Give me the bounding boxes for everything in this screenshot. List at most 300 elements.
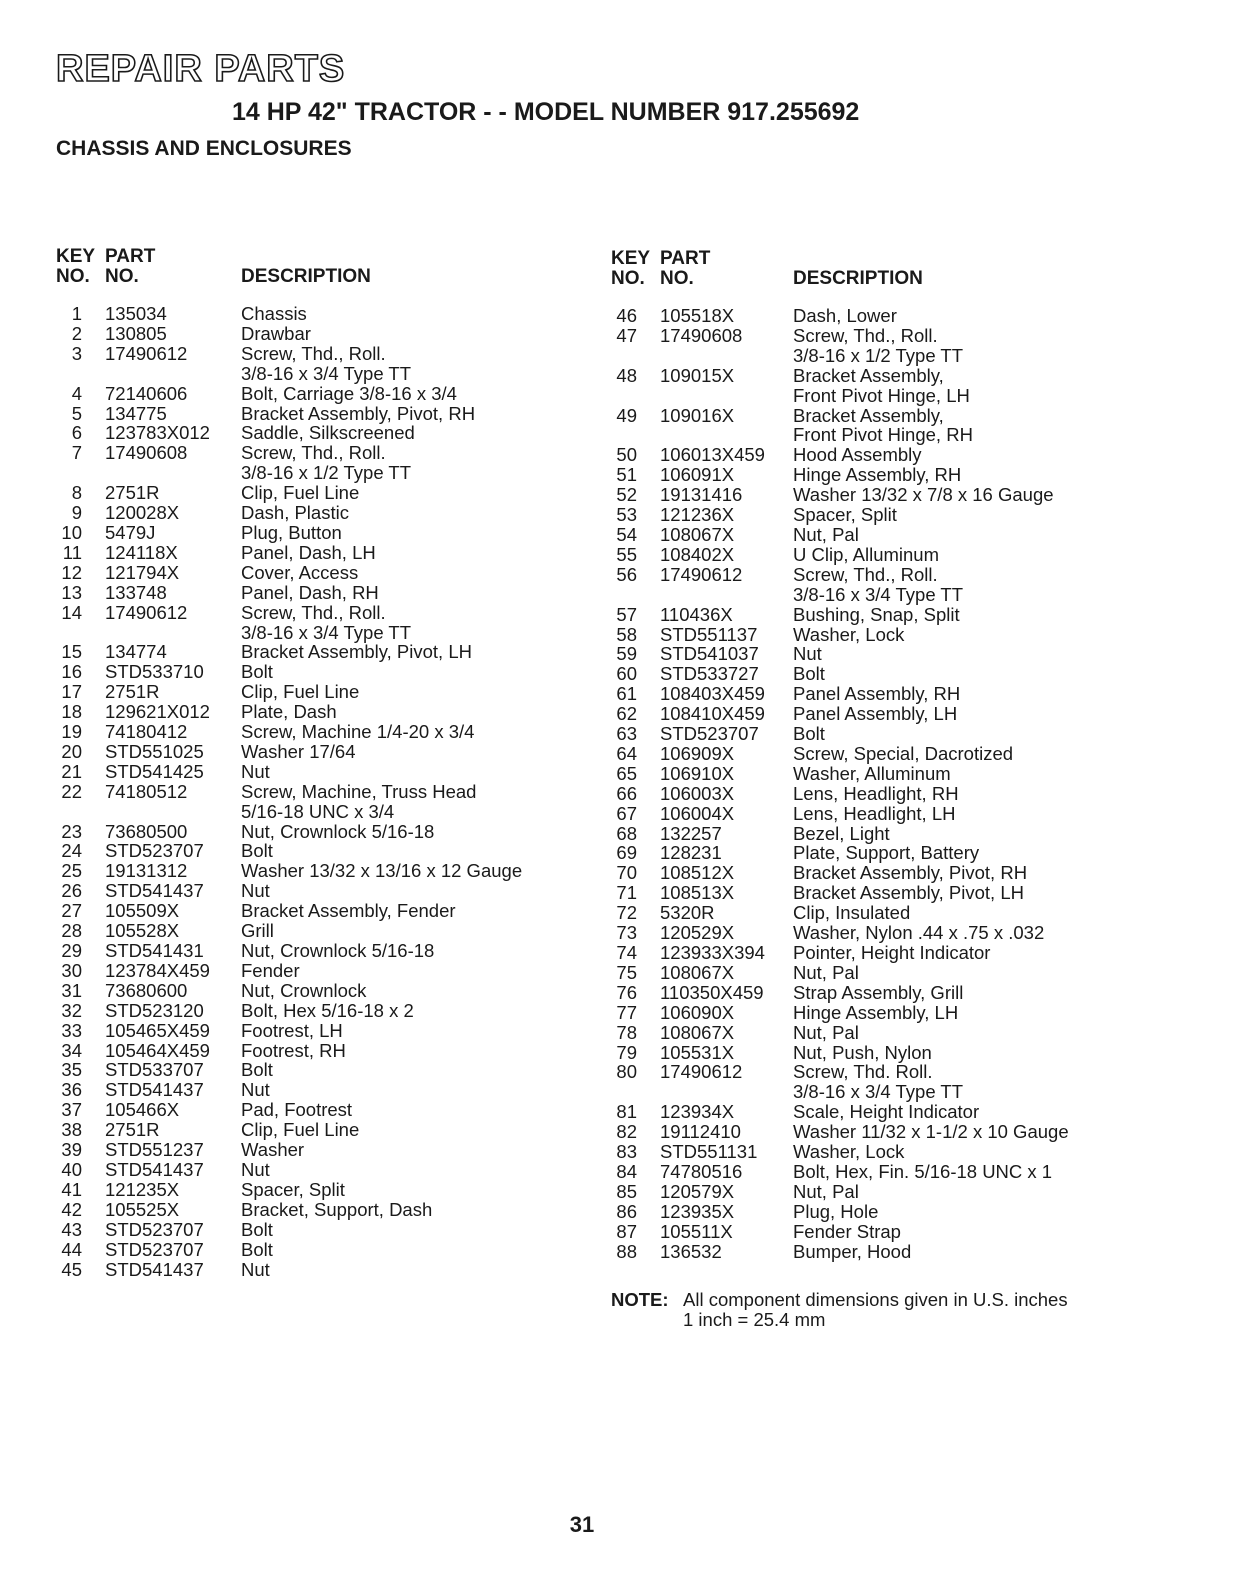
part-number: 123783X012 [105,422,210,444]
part-number: 136532 [660,1240,722,1262]
part-number: STD523707 [105,840,204,862]
key-number: 55 [616,543,637,565]
key-number: 48 [616,364,637,386]
part-number: 123935X [660,1200,735,1222]
part-number: 17490612 [660,563,743,585]
parts-row [56,1060,522,1080]
part-number: 72140606 [105,382,188,404]
part-number: 121236X [660,504,735,526]
parts-row [611,903,1069,923]
key-number: 16 [61,661,82,683]
part-number: 109015X [660,364,735,386]
key-number: 33 [61,1019,82,1041]
parts-row [611,963,1069,983]
key-number: 69 [616,842,637,864]
part-number: 134774 [105,641,167,663]
part-description: Nut [241,1158,270,1180]
part-number: 105464X459 [105,1039,210,1061]
key-number: 44 [61,1238,82,1260]
key-number: 38 [61,1119,82,1141]
parts-row [56,543,522,563]
part-description: Footrest, LH [241,1019,343,1041]
key-number: 79 [616,1041,637,1063]
parts-row [611,1142,1069,1162]
parts-row [611,1242,1069,1262]
part-description: Nut, Crownlock [241,979,367,1001]
part-number: 110350X459 [660,981,764,1003]
part-number: 74180512 [105,780,188,802]
part-number: STD541431 [105,940,204,961]
key-number: 46 [616,305,637,326]
key-number: 68 [616,822,637,844]
parts-row [611,724,1069,744]
part-description: 3/8-16 x 3/4 Type TT [241,362,412,384]
key-number: 41 [61,1178,82,1200]
part-number: STD523707 [660,723,759,745]
key-number: 30 [61,959,82,981]
parts-row [56,642,522,662]
part-number: 134775 [105,402,167,424]
parts-row [56,483,522,503]
key-number: 13 [61,581,82,603]
parts-row [611,1023,1069,1043]
key-number: 28 [61,920,82,942]
part-description: Washer, Nylon .44 x .75 x .032 [793,922,1045,944]
part-description: Bracket Assembly, Pivot, LH [241,641,472,663]
part-description: Bezel, Light [793,822,890,844]
part-number: 108410X459 [660,703,765,725]
part-number: 105466X [105,1099,180,1121]
page-number: 31 [569,1512,595,1537]
key-number: 53 [616,504,637,526]
part-number: 132257 [660,822,722,844]
parts-row [611,1003,1069,1023]
parts-row [611,863,1069,883]
part-number: 108513X [660,882,735,904]
key-number: 71 [616,882,637,904]
note-text-line2: 1 inch = 25.4 mm [683,1309,826,1330]
part-number: STD541437 [105,1158,204,1180]
parts-row [56,443,522,483]
part-description: Nut [241,1079,270,1101]
part-number: 17490612 [660,1061,743,1083]
part-number: 108512X [660,862,735,884]
part-number: 19112410 [660,1121,741,1143]
parts-row [56,1100,522,1120]
part-description: Nut, Crownlock 5/16-18 [241,820,435,842]
key-number: 6 [71,422,82,444]
part-description: Bolt, Hex, Fin. 5/16-18 UNC x 1 [793,1160,1053,1182]
part-description: Hinge Assembly, RH [793,464,962,486]
key-number: 60 [616,663,637,685]
part-no-header-line2: NO. [660,268,694,289]
part-description: Bolt, Carriage 3/8-16 x 3/4 [241,382,457,404]
key-number: 8 [71,482,82,504]
parts-row [56,1041,522,1061]
key-number: 80 [616,1061,637,1083]
parts-row [611,923,1069,943]
key-number: 66 [616,782,637,804]
parts-row [611,1102,1069,1122]
part-description: Plate, Support, Battery [793,842,980,864]
key-number: 83 [616,1141,637,1163]
parts-column-left [56,246,522,1279]
key-number: 77 [616,1001,637,1023]
part-description: Screw, Machine 1/4-20 x 3/4 [241,721,475,743]
parts-row [56,503,522,523]
part-number: 105465X459 [105,1019,210,1041]
part-description: Bracket, Support, Dash [241,1198,433,1220]
part-number: 105509X [105,900,180,922]
parts-row [56,603,522,643]
part-description: Drawbar [241,322,311,344]
column-header-right [611,248,1069,306]
part-description: Scale, Height Indicator [793,1101,980,1123]
key-number: 62 [616,703,637,725]
key-number: 34 [61,1039,82,1061]
part-number: 17490608 [105,442,188,464]
key-number: 12 [61,561,82,583]
parts-row [56,782,522,822]
key-number: 82 [616,1121,637,1143]
part-number: 109016X [660,404,735,426]
part-description: Spacer, Split [241,1178,345,1200]
key-number: 40 [61,1158,82,1180]
parts-row [56,1220,522,1240]
parts-row [611,605,1069,625]
parts-row [611,306,1069,326]
parts-row [56,1120,522,1140]
key-number: 59 [616,643,637,665]
key-number: 36 [61,1079,82,1101]
key-number: 31 [61,979,82,1001]
key-number: 88 [616,1240,637,1262]
part-number: STD523707 [105,1238,204,1260]
part-description: Fender [241,959,300,981]
part-number: 5320R [660,902,715,924]
note-text-line1: All component dimensions given in U.S. inches [683,1289,1068,1310]
part-number: 105528X [105,920,180,942]
part-number: 74180412 [105,721,188,743]
parts-row [611,445,1069,465]
part-description: Panel, Dash, RH [241,581,379,603]
part-number: 106909X [660,742,735,764]
part-description: Screw, Machine, Truss Head [241,780,477,802]
key-number: 86 [616,1200,637,1222]
parts-row [56,981,522,1001]
part-number: 106910X [660,762,735,784]
part-description: Nut [241,880,270,902]
key-number: 14 [61,601,82,623]
parts-row [611,406,1069,446]
part-number: 106090X [660,1001,735,1023]
key-number: 15 [61,641,82,663]
parts-row [56,583,522,603]
key-number: 43 [61,1218,82,1240]
part-description: Bracket Assembly, Pivot, LH [793,882,1024,904]
part-description: Washer 11/32 x 1-1/2 x 10 Gauge [793,1121,1069,1143]
key-number: 50 [616,444,637,466]
part-description: Footrest, RH [241,1039,346,1061]
key-number: 11 [62,541,82,563]
part-description: Hood Assembly [793,444,922,466]
part-number: 123784X459 [105,959,210,981]
part-number: 108403X459 [660,683,765,705]
part-number: STD523120 [105,999,204,1021]
part-number: 17490612 [105,601,188,623]
part-number: 19131312 [105,860,188,882]
part-number: STD551137 [660,623,758,645]
key-number: 57 [616,603,637,625]
parts-row [56,822,522,842]
part-description: Screw, Thd., Roll. [241,342,386,364]
part-number: 105518X [660,305,735,326]
part-description: Clip, Insulated [793,902,911,924]
part-number: STD533707 [105,1059,204,1081]
key-no-header-line1: KEY [611,248,651,269]
note-label: NOTE: [611,1289,669,1310]
part-description: Nut, Push, Nylon [793,1041,932,1063]
parts-row [56,881,522,901]
key-number: 7 [71,442,82,464]
part-description: Washer [241,1139,305,1161]
parts-row [611,625,1069,645]
part-number: 120028X [105,502,180,524]
key-number: 84 [616,1160,637,1182]
parts-row [56,742,522,762]
key-number: 23 [61,820,82,842]
part-description: Hinge Assembly, LH [793,1001,959,1023]
column-header-left [56,246,522,304]
parts-list-left [56,304,522,1279]
part-number: STD541437 [105,1079,204,1101]
part-description: Screw, Special, Dacrotized [793,742,1014,764]
parts-row [611,366,1069,406]
part-description: Fender Strap [793,1220,901,1242]
part-description: Plug, Button [241,521,342,543]
key-number: 73 [616,922,637,944]
part-number: STD541437 [105,880,204,902]
part-number: 123934X [660,1101,735,1123]
part-number: 124118X [105,541,178,563]
parts-row [611,485,1069,505]
parts-row [611,644,1069,664]
part-description: Clip, Fuel Line [241,1119,360,1141]
part-description: Bracket Assembly, Pivot, RH [793,862,1028,884]
key-number: 76 [616,981,637,1003]
part-description: Front Pivot Hinge, LH [793,384,970,406]
part-description: 3/8-16 x 3/4 Type TT [241,621,412,643]
parts-row [56,384,522,404]
part-description: Bracket Assembly, Fender [241,900,456,922]
parts-column-right [611,248,1069,1262]
part-number: 17490608 [660,324,743,346]
key-number: 18 [61,701,82,723]
key-number: 24 [61,840,82,862]
parts-row [56,1080,522,1100]
part-no-header-line1: PART [660,248,711,269]
part-description: Screw, Thd. Roll. [793,1061,933,1083]
part-description: Saddle, Silkscreened [241,422,415,444]
part-description: Bumper, Hood [793,1240,912,1262]
part-number: 106004X [660,802,735,824]
part-number: 130805 [105,322,167,344]
parts-row [611,943,1069,963]
parts-row [56,1240,522,1260]
part-description: Nut [241,760,270,782]
part-number: 108067X [660,961,735,983]
part-number: 106091X [660,464,735,486]
part-description: Nut [241,1258,270,1280]
key-number: 22 [61,780,82,802]
part-number: STD551025 [105,740,204,762]
part-description: Screw, Thd., Roll. [241,601,386,623]
parts-row [611,1062,1069,1102]
key-number: 25 [61,860,82,882]
part-description: Plug, Hole [793,1200,879,1222]
part-number: 135034 [105,303,167,324]
page-title: REPAIR PARTS [56,48,346,90]
part-number: 17490612 [105,342,188,364]
parts-row [611,883,1069,903]
part-description: Nut, Pal [793,1180,859,1202]
part-number: 105531X [660,1041,735,1063]
part-description: Washer 17/64 [241,740,356,762]
part-description: Lens, Headlight, LH [793,802,956,824]
part-number: 128231 [660,842,722,864]
part-number: STD523707 [105,1218,204,1240]
key-number: 56 [616,563,637,585]
part-description: Washer 13/32 x 13/16 x 12 Gauge [241,860,523,882]
key-number: 61 [616,683,637,705]
key-number: 1 [71,303,82,324]
part-number: STD533710 [105,661,204,683]
key-number: 64 [616,742,637,764]
part-description: Screw, Thd., Roll. [793,324,938,346]
key-number: 26 [61,880,82,902]
parts-row [56,921,522,941]
part-description: U Clip, Alluminum [793,543,939,565]
parts-row [611,1202,1069,1222]
part-description: Chassis [241,303,307,324]
parts-row [56,1140,522,1160]
parts-row [56,344,522,384]
parts-row [611,505,1069,525]
key-number: 10 [61,521,82,543]
part-no-header-line1: PART [105,246,156,267]
parts-row [611,525,1069,545]
part-description: Cover, Access [241,561,359,583]
key-number: 72 [616,902,637,924]
part-description: Lens, Headlight, RH [793,782,959,804]
part-description: Bolt [241,1218,273,1240]
part-number: 105511X [660,1220,733,1242]
key-number: 63 [616,723,637,745]
key-number: 74 [616,942,637,963]
part-no-header-line2: NO. [105,266,139,287]
part-description: Strap Assembly, Grill [793,981,964,1003]
part-description: Washer, Alluminum [793,762,951,784]
key-number: 37 [61,1099,82,1121]
part-description: Washer, Lock [793,1141,905,1163]
key-no-header-line1: KEY [56,246,96,267]
parts-row [56,1001,522,1021]
parts-row [56,1260,522,1280]
parts-row [56,702,522,722]
part-description: Washer, Lock [793,623,905,645]
part-number: 120529X [660,922,735,944]
part-number: 108067X [660,1021,735,1043]
part-description: Nut, Pal [793,961,859,983]
part-description: Clip, Fuel Line [241,482,360,504]
parts-row [56,1160,522,1180]
key-number: 32 [61,999,82,1021]
key-number: 17 [61,681,82,703]
part-description: Dash, Lower [793,305,897,326]
model-subtitle: 14 HP 42" TRACTOR - - MODEL NUMBER 917.255692 [232,98,860,126]
parts-row [56,941,522,961]
parts-row [611,1122,1069,1142]
part-description: Washer 13/32 x 7/8 x 16 Gauge [793,484,1054,506]
description-header: DESCRIPTION [793,268,923,289]
part-number: 133748 [105,581,167,603]
part-description: Panel, Dash, LH [241,541,376,563]
parts-row [56,841,522,861]
part-description: Nut, Pal [793,1021,859,1043]
part-number: 123933X394 [660,942,765,963]
parts-row [56,722,522,742]
parts-row [56,563,522,583]
parts-row [56,682,522,702]
part-description: Clip, Fuel Line [241,681,360,703]
parts-row [611,843,1069,863]
part-description: Bracket Assembly, [793,364,944,386]
part-number: 2751R [105,1119,160,1141]
part-description: Bolt [241,840,273,862]
part-number: STD541437 [105,1258,204,1280]
part-number: 74780516 [660,1160,743,1182]
parts-row [611,545,1069,565]
part-number: STD533727 [660,663,759,685]
parts-row [611,744,1069,764]
part-number: 2751R [105,482,160,504]
part-description: 3/8-16 x 1/2 Type TT [241,462,412,484]
key-number: 5 [71,402,82,424]
part-description: 3/8-16 x 3/4 Type TT [793,583,964,605]
parts-row [56,762,522,782]
parts-row [56,961,522,981]
part-description: Bolt [241,1238,273,1260]
key-number: 29 [61,940,82,961]
parts-row [611,565,1069,605]
key-number: 58 [616,623,637,645]
part-description: Screw, Thd., Roll. [793,563,938,585]
key-number: 78 [616,1021,637,1043]
part-description: Nut, Pal [793,523,859,545]
key-number: 2 [71,322,82,344]
parts-row [56,304,522,324]
parts-row [56,404,522,424]
part-description: Pad, Footrest [241,1099,353,1121]
key-number: 54 [616,523,637,545]
parts-row [611,804,1069,824]
part-number: 73680500 [105,820,188,842]
parts-row [56,662,522,682]
key-number: 75 [616,961,637,983]
key-number: 45 [61,1258,82,1280]
parts-row [56,1200,522,1220]
part-description: Bracket Assembly, Pivot, RH [241,402,476,424]
